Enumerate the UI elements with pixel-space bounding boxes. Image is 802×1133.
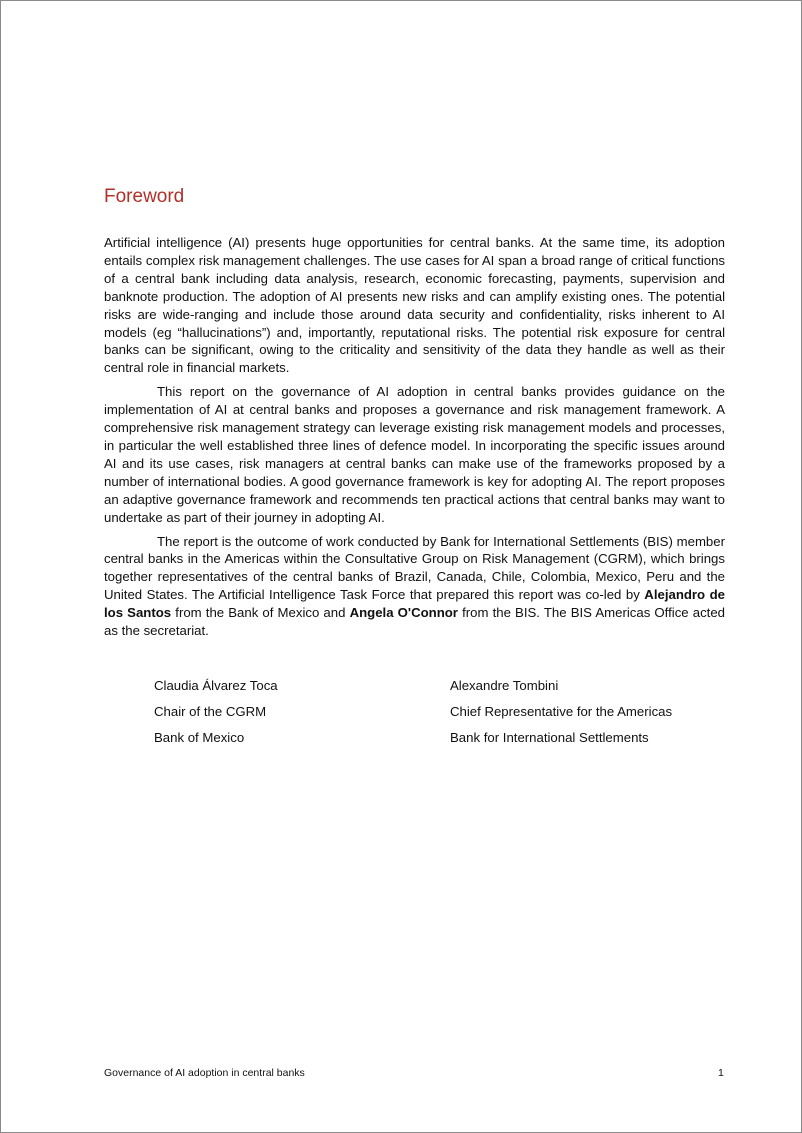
paragraph-3-text-1: The report is the outcome of work conducted by Bank for International Settlements (BIS) member central banks in the Americas within the Consultative Group on Risk Management (CGRM), which brings together representatives of the central banks of Brazil, Canada, Chile, Colombia, Mexico, Peru and the United States. The Artificial Intelligence Task Force that prepared this report was co-led by xyxy=(104,533,725,603)
footer-title: Governance of AI adoption in central banks xyxy=(104,1067,305,1079)
signatory-organization: Bank of Mexico xyxy=(154,730,245,745)
page-title: Foreword xyxy=(104,186,185,207)
paragraph-1: Artificial intelligence (AI) presents huge opportunities for central banks. At the same time, its adoption entails complex risk management challenges. The use cases for AI span a broad range of critical functions of a central bank including data analysis, research, economic forecasting, payments, supervision and banknote production. The adoption of AI presents new risks and can amplify existing ones. The potential risks are wide-ranging and include those around data security and confidentiality, risks inherent to AI models (eg “hallucinations”) and, importantly, reputational risks. The potential risk exposure for central banks can be significant, owing to the criticality and sensitivity of the data they handle as well as their central role in financial markets. xyxy=(104,235,725,376)
signatory-role: Chief Representative for the Americas xyxy=(450,704,673,719)
co-lead-name-2: Angela O'Connor xyxy=(349,605,458,621)
paragraph-3 xyxy=(104,533,725,640)
page-number: 1 xyxy=(718,1067,724,1079)
signatory-role: Chair of the CGRM xyxy=(154,704,267,719)
paragraph-2: This report on the governance of AI adoption in central banks provides guidance on the implementation of AI at central banks and proposes a governance and risk management framework. A comprehensive risk management strategy can leverage existing risk management models and processes, in particular the well established three lines of defence model. In incorporating the specific issues around AI and its use cases, risk managers at central banks can make use of the frameworks proposed by a number of international bodies. A good governance framework is key for adopting AI. The report proposes an adaptive governance framework and recommends ten practical actions that central banks may want to undertake as part of their journey in adopting AI. xyxy=(104,384,725,525)
foreword-body xyxy=(104,234,725,646)
paragraph-3-text-3: from the BIS. The BIS Americas Office acted as the secretariat. xyxy=(104,605,726,639)
signature-left xyxy=(154,673,278,751)
co-lead-name-1: Alejandro de los Santos xyxy=(104,587,725,621)
signatory-organization: Bank for International Settlements xyxy=(450,730,649,745)
signature-right xyxy=(450,673,672,751)
paragraph-3-text-2: from the Bank of Mexico and xyxy=(171,605,350,621)
signatory-name: Claudia Álvarez Toca xyxy=(154,678,278,693)
signatory-name: Alexandre Tombini xyxy=(450,678,559,693)
